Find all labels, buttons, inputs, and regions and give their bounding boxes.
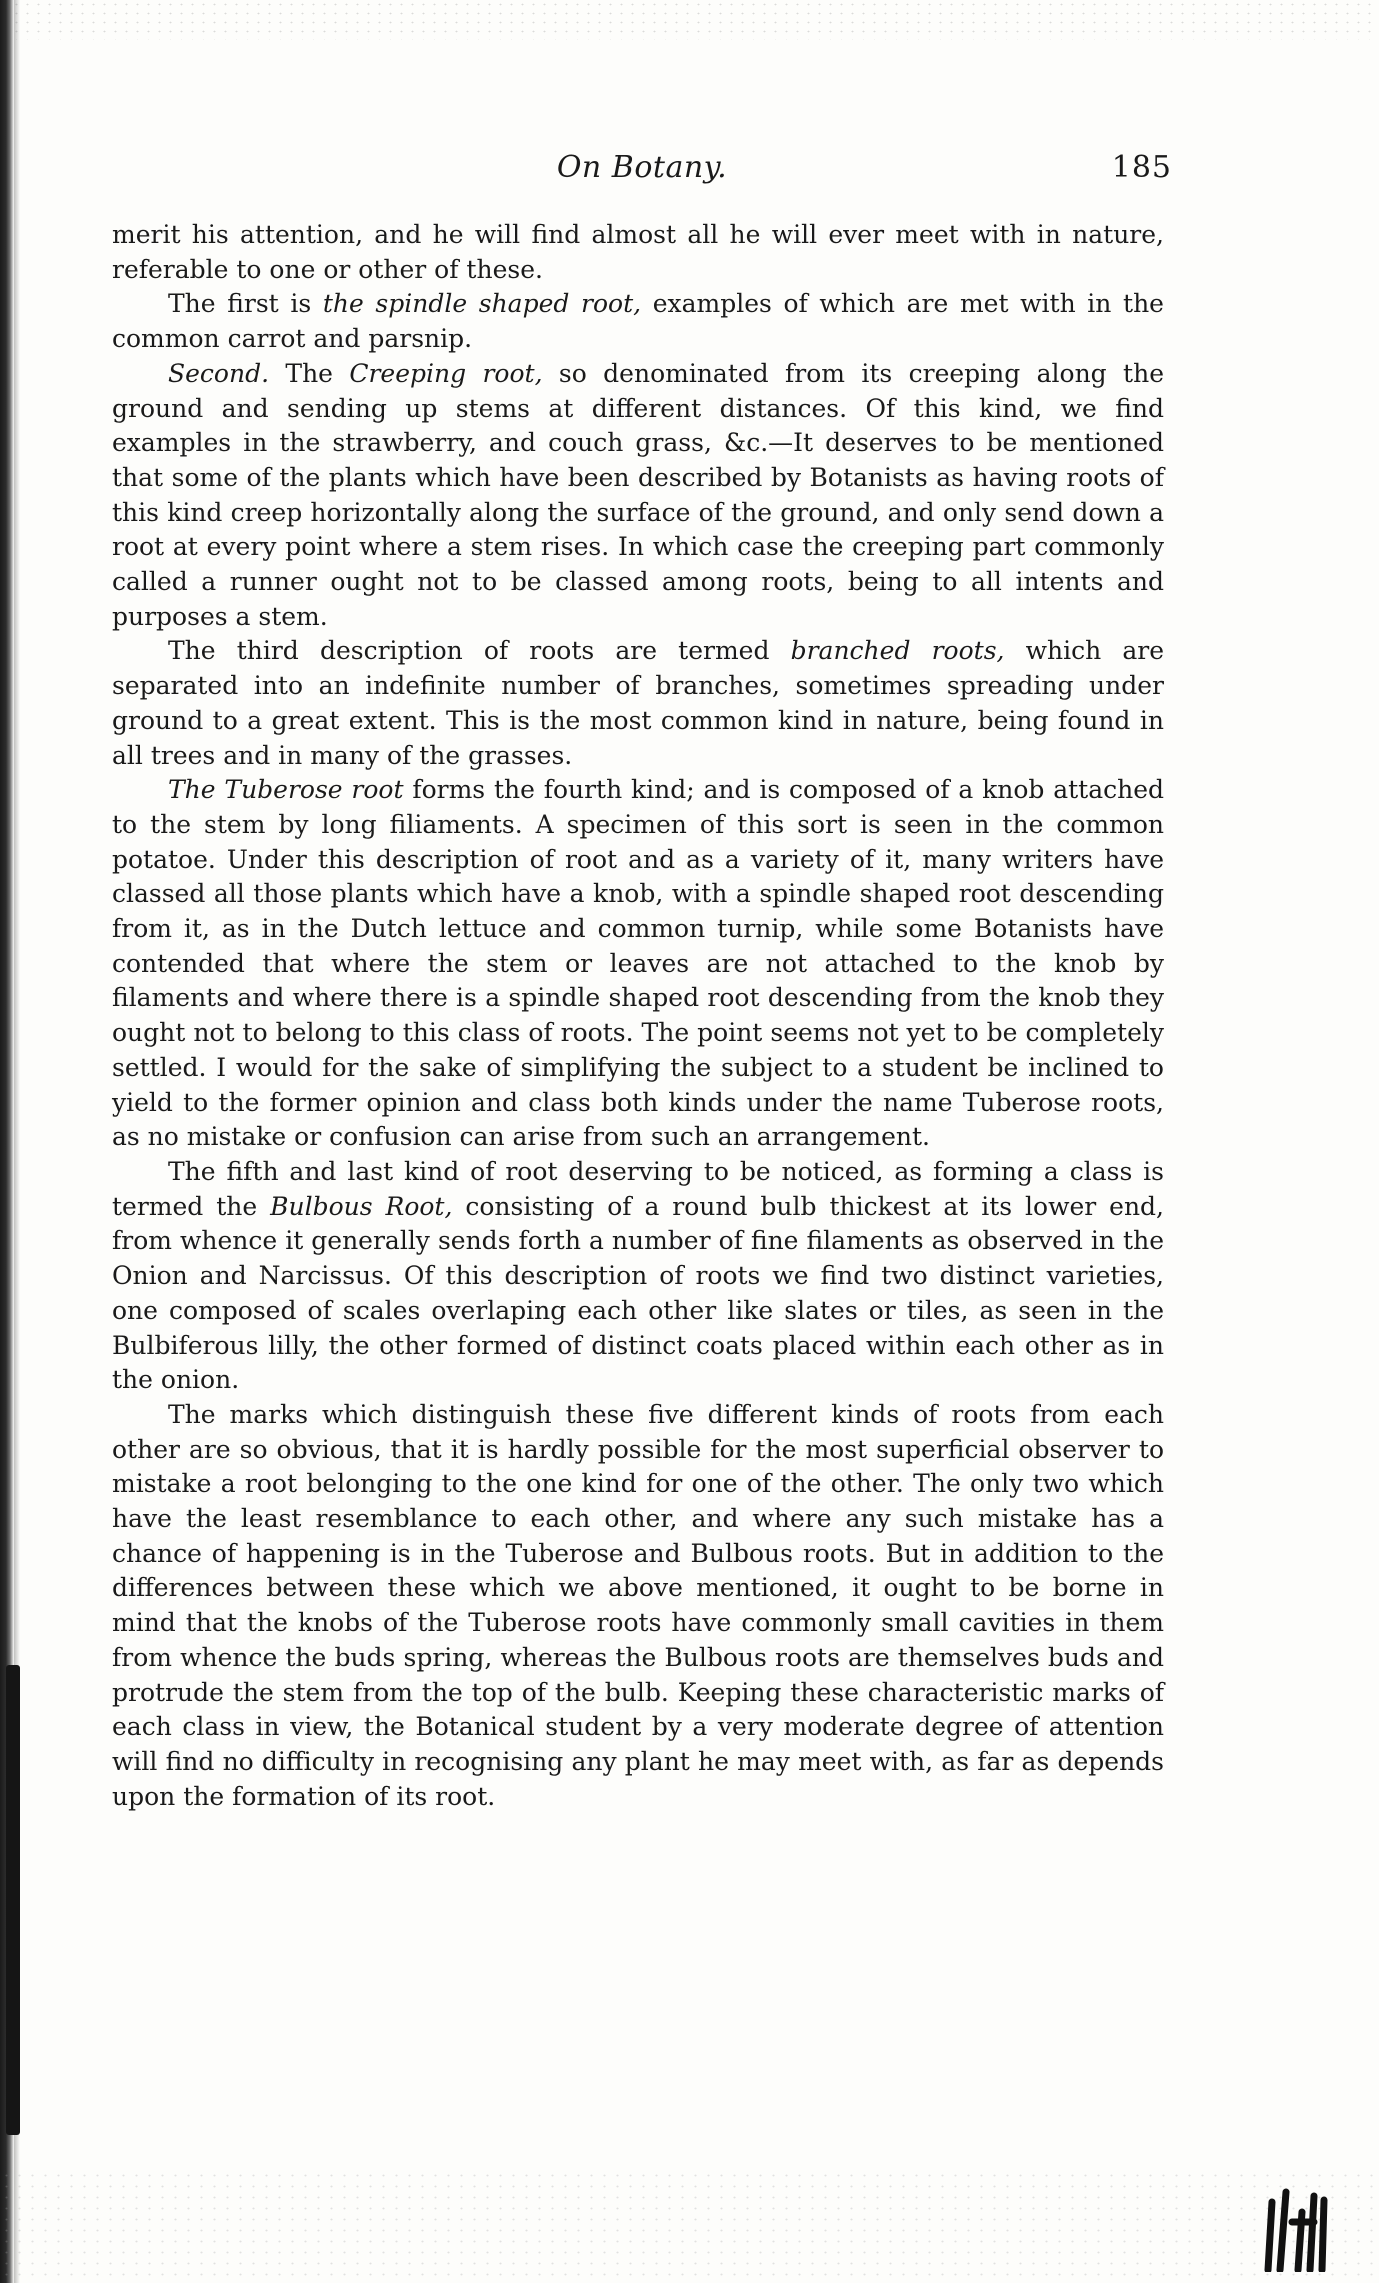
paragraph <box>112 1398 1164 1814</box>
paragraph <box>112 634 1164 773</box>
running-title: On Botany. <box>556 150 728 185</box>
paper-speckle-top <box>0 0 1379 40</box>
italic-term: Bulbous Root, <box>270 1191 453 1221</box>
margin-ink-mark <box>6 1665 20 2135</box>
text-run: The third description of roots are termed <box>168 636 791 666</box>
italic-term: Second. <box>168 358 270 388</box>
text-run: The fifth and last kind of root deserving to be noticed, as forming a class is termed the <box>112 1156 1164 1221</box>
page-header <box>112 150 1172 196</box>
handwritten-mark-icon <box>1262 2182 1332 2272</box>
text-run: which are separated into an indefinite number of branches, sometimes spreading under ground to a great extent. This is the most common kind in nature, being found in all trees and in many of the grasses. <box>112 636 1164 770</box>
italic-term: branched roots, <box>790 636 1005 666</box>
page-number: 185 <box>1111 150 1172 185</box>
paragraph <box>112 218 1164 287</box>
text-run: The <box>269 358 350 388</box>
paragraph <box>112 357 1164 635</box>
italic-term: the spindle shaped root, <box>322 289 642 319</box>
paragraph <box>112 773 1164 1155</box>
text-run: so denominated from its creeping along the ground and sending up stems at different distances. Of this kind, we find examples in the strawberry, and couch grass, &c.—It deserves to be mentioned that some of the plants which have been described by Botanists as having roots of this kind creep horizontally along the surface of the ground, and only send down a root at every point where a stem rises. In which case the creeping part commonly called a runner ought not to be classed among roots, being to all intents and purposes a stem. <box>112 358 1164 631</box>
text-run: examples of which are met with in the common carrot and parsnip. <box>112 289 1164 354</box>
text-run: forms the fourth kind; and is composed of a knob attached to the stem by long filiaments. A specimen of this sort is seen in the common potatoe. Under this description of root and as a variety of it, many writers have classed all those plants which have a knob, with a spindle shaped root descending from it, as in the Dutch lettuce and common turnip, while some Botanists have contended that where the stem or leaves are not attached to the knob by filaments and where there is a spindle shaped root descending from the knob they ought not to belong to this class of roots. The point seems not yet to be completely settled. I would for the sake of simplifying the subject to a student be inclined to yield to the former opinion and class both kinds under the name Tuberose roots, as no mistake or confusion can arise from such an arrangement. <box>112 775 1165 1152</box>
paragraph <box>112 1155 1164 1398</box>
text-run: The marks which distinguish these five different kinds of roots from each other are so obvious, that it is hardly possible for the most superficial observer to mistake a root belonging to the one kind for one of the other. The only two which have the least resemblance to each other, and where any such mistake has a chance of happening is in the Tuberose and Bulbous roots. But in addition to the differences between these which we above mentioned, it ought to be borne in mind that the knobs of the Tuberose roots have commonly small cavities in them from whence the buds spring, whereas the Bulbous roots are themselves buds and protrude the stem from the top of the bulb. Keeping these characteristic marks of each class in view, the Botanical student by a very moderate degree of attention will find no difficulty in recognising any plant he may meet with, as far as depends upon the formation of its root. <box>112 1399 1164 1811</box>
text-run: The first is <box>168 289 323 319</box>
italic-term: Creeping root, <box>349 358 543 388</box>
italic-term: The Tuberose root <box>168 775 404 805</box>
paragraph <box>112 287 1164 356</box>
text-run: consisting of a round bulb thickest at its lower end, from whence it generally sends forth a number of fine filaments as observed in the Onion and Narcissus. Of this description of roots we find two distinct varieties, one composed of scales overlaping each other like slates or tiles, as seen in the Bulbiferous lilly, the other formed of distinct coats placed within each other as in the onion. <box>112 1191 1164 1395</box>
text-run: merit his attention, and he will find almost all he will ever meet with in nature, referable to one or other of these. <box>112 220 1164 284</box>
body-text <box>112 218 1164 1814</box>
paper-speckle-bottom <box>0 2170 1379 2283</box>
